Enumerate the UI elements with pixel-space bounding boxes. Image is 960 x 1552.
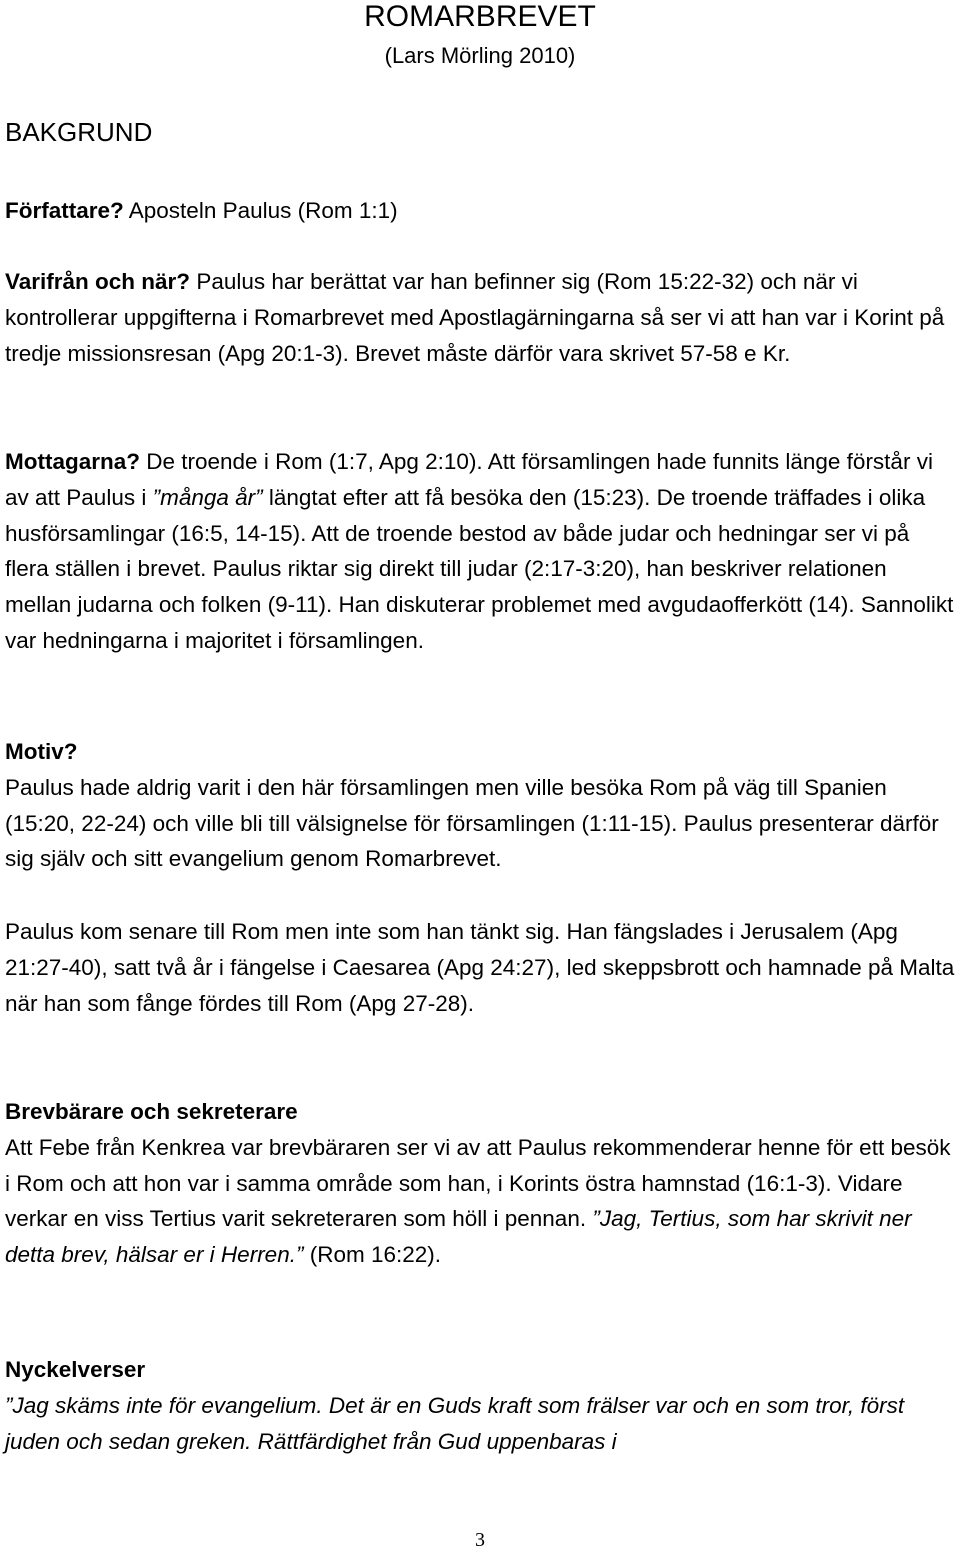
mottagarna-quote: ”många år” [152,484,263,510]
forfattare-label: Författare? [5,198,124,223]
section-varifran [5,264,955,371]
section-nyckelverser [5,1352,955,1459]
page-number: 3 [475,1529,485,1551]
brevbarare-label: Brevbärare och sekreterare [5,1099,298,1124]
document-subtitle: (Lars Mörling 2010) [384,43,576,68]
nyckelverser-quote: ”Jag skäms inte för evangelium. Det är en Guds kraft som frälser var och en som tror, först juden och sedan greken. Rättfärdighet från Gud uppenbaras i [5,1392,905,1454]
document-title: ROMARBREVET [364,0,596,33]
forfattare-text: Aposteln Paulus (Rom 1:1) [123,198,398,223]
section-heading-bakgrund: BAKGRUND [5,117,153,147]
mottagarna-text-after: längtat efter att få besöka den (15:23). De troende träffades i olika husförsamlingar (16:5, 14-15). Att de troende bestod av både judar och hedningar ser vi på flera ställen i brevet. Paulus riktar sig direkt till judar (2:17-3:20), han beskriver relationen mellan judarna och folken (9-11). Han diskuterar problemet med avgudaofferkött (14). Sannolikt var hedningarna i majoritet i församlingen. [5,484,954,653]
senare-text: Paulus kom senare till Rom men inte som han tänkt sig. Han fängslades i Jerusalem (Apg 21:27-40), satt två år i fängelse i Caesarea (Apg 24:27), led skeppsbrott och hamnade på Malta när han som fånge fördes till Rom (Apg 27-28). [5,919,955,1016]
section-brevbarare [5,1094,955,1273]
brevbarare-text-before: Att Febe från Kenkrea var brevbäraren ser vi av att Paulus rekommenderar henne för ett besök i Rom och att hon var i samma område som han, i Korints östra hamnstad (16:1-3). Vidare verkar en viss Tertius varit sekreteraren som höll i pennan. [5,1134,951,1232]
mottagarna-text-before: De troende i Rom (1:7, Apg 2:10). Att församlingen hade funnits länge förstår vi av att Paulus i [5,449,933,510]
section-senare [5,914,955,1021]
mottagarna-label: Mottagarna? [5,449,140,474]
varifran-text: Paulus har berättat var han befinner sig (Rom 15:22-32) och när vi kontrollerar uppgifterna i Romarbrevet med Apostlagärningarna så ser vi att han var i Korint på tredje missionsresan (Apg 20:1-3). Brevet måste därför vara skrivet 57-58 e Kr. [5,269,945,366]
motiv-text: Paulus hade aldrig varit i den här församlingen men ville besöka Rom på väg till Spanien (15:20, 22-24) och ville bli till välsignelse för församlingen (1:11-15). Paulus presenterar därför sig själv och sitt evangelium genom Romarbrevet. [5,774,939,872]
varifran-label: Varifrån och när? [5,269,191,294]
section-mottagarna [5,444,955,659]
section-forfattare [5,193,955,229]
brevbarare-quote: ”Jag, Tertius, som har skrivit ner detta brev, hälsar er i Herren.” [5,1206,912,1268]
section-motiv [5,734,955,877]
brevbarare-text-after: (Rom 16:22). [303,1242,442,1268]
nyckelverser-label: Nyckelverser [5,1357,146,1382]
motiv-label: Motiv? [5,739,78,764]
